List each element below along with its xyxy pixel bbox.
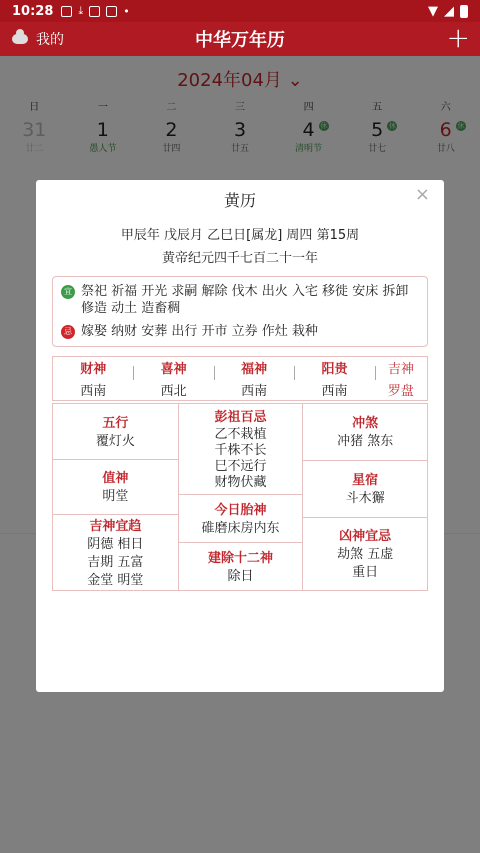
almanac-column-right	[302, 404, 427, 590]
compass-label: 吉神	[387, 362, 414, 377]
wifi-icon: ▼	[428, 3, 438, 19]
close-icon[interactable]: ×	[414, 184, 430, 205]
xiongshen-value: 劫煞 五虚 重日	[337, 547, 394, 581]
god-cell	[294, 358, 374, 399]
god-value: 西南	[321, 384, 348, 399]
compass-link[interactable]	[375, 358, 427, 399]
notification-icon	[61, 6, 72, 17]
zhishen-cell	[53, 459, 178, 515]
god-label: 财神	[80, 362, 107, 377]
xingxiu-value: 斗木獬	[345, 491, 385, 507]
zhishen-label: 值神	[102, 471, 129, 487]
dialog-title: 黄历	[223, 191, 256, 210]
almanac-grid	[52, 403, 428, 591]
compass-value: 罗盘	[387, 384, 414, 399]
wuxing-label: 五行	[102, 415, 129, 431]
god-cell	[214, 358, 294, 399]
status-bar	[0, 0, 480, 22]
huangdi-era: 黄帝纪元四千七百二十一年	[161, 251, 318, 266]
download-icon: ⤓	[78, 4, 84, 17]
jianchu-value: 除日	[227, 568, 254, 584]
cloud-icon	[12, 34, 28, 44]
pengzu-cell	[179, 404, 303, 494]
app-icon	[106, 6, 117, 17]
god-cell	[133, 358, 213, 399]
almanac-column-left	[53, 404, 178, 590]
jianchu-cell	[179, 542, 303, 590]
god-cell	[53, 358, 133, 399]
status-notification-icons	[61, 4, 129, 18]
yiji-box	[52, 276, 428, 347]
xiongshen-label: 凶神宜忌	[339, 529, 392, 545]
mine-button[interactable]	[0, 29, 64, 49]
dot-icon: •	[123, 4, 130, 18]
chongsha-label: 冲煞	[352, 416, 379, 432]
pengzu-label: 彭祖百忌	[214, 410, 267, 426]
wuxing-cell	[53, 404, 178, 459]
huangli-dialog	[36, 180, 444, 692]
chongsha-cell	[303, 404, 427, 460]
pengzu-value: 乙不栽植 千株不长 巳不远行 财物伏藏	[214, 427, 267, 491]
god-label: 阳贵	[321, 362, 348, 377]
ji-row	[61, 323, 419, 340]
god-value: 西南	[241, 384, 268, 399]
chongsha-value: 冲猪 煞东	[337, 434, 394, 450]
god-label: 福神	[241, 362, 268, 377]
gods-row	[52, 356, 428, 401]
ganzhi-date: 甲辰年 戊辰月 乙巳日[属龙] 周四 第15周	[120, 228, 360, 243]
xiongshen-cell	[303, 517, 427, 590]
app-title: 中华万年历	[195, 30, 285, 51]
app-bar	[0, 22, 480, 56]
jishen-label: 吉神宜趋	[89, 519, 142, 534]
wuxing-value: 覆灯火	[95, 433, 135, 449]
jianchu-label: 建除十二神	[207, 550, 273, 566]
signal-icon: ◢	[444, 3, 454, 19]
xingxiu-cell	[303, 460, 427, 517]
taishen-cell	[179, 494, 303, 542]
jishen-value: 阴德 相日 吉期 五富 金堂 明堂	[87, 537, 144, 588]
yi-badge: 宜	[61, 285, 75, 299]
yi-text: 祭祀 祈福 开光 求嗣 解除 伐木 出火 入宅 移徙 安床 拆卸 修造 动土 造畜稠	[81, 284, 409, 316]
app-icon	[89, 6, 100, 17]
status-time: 10:28	[12, 3, 54, 19]
god-label: 喜神	[160, 362, 187, 377]
mine-label: 我的	[36, 32, 64, 48]
xingxiu-label: 星宿	[352, 473, 379, 489]
add-button[interactable]: +	[446, 21, 470, 54]
battery-icon	[460, 5, 468, 18]
ji-badge: 忌	[61, 325, 75, 339]
god-value: 西南	[80, 384, 107, 399]
zhishen-value: 明堂	[102, 489, 129, 505]
yi-row	[61, 283, 419, 317]
taishen-value: 碓磨床房内东	[201, 520, 280, 536]
god-value: 西北	[160, 384, 187, 399]
jishen-cell	[53, 514, 178, 590]
almanac-column-middle	[178, 404, 303, 590]
ji-text: 嫁娶 纳财 安葬 出行 开市 立券 作灶 栽种	[81, 324, 318, 339]
taishen-label: 今日胎神	[214, 502, 267, 518]
